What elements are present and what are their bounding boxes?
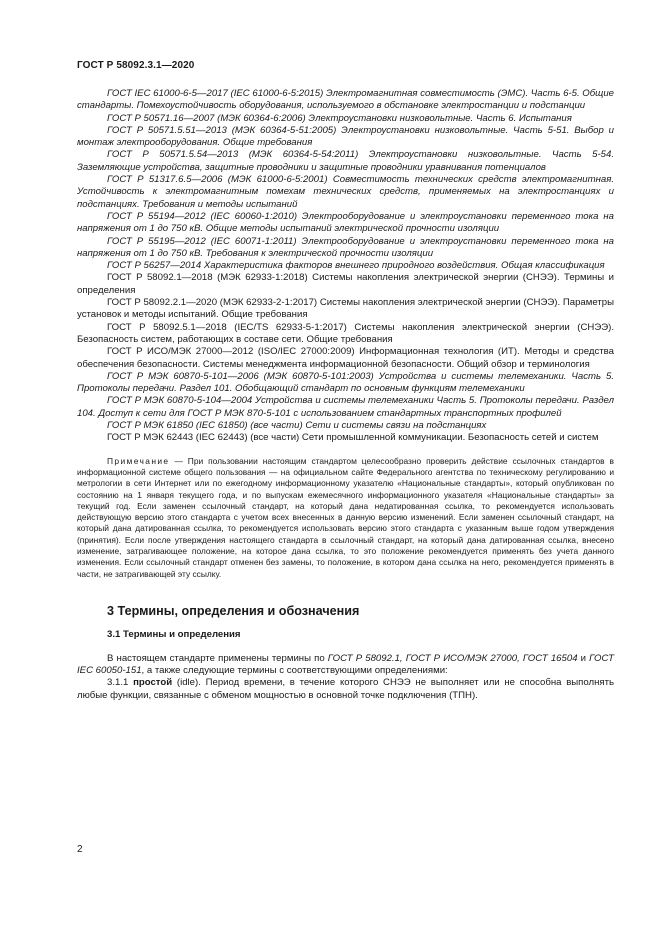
term-name: простой: [133, 677, 173, 689]
reference-item: ГОСТ IEC 61000-6-5—2017 (IEC 61000-6-5:2015) Электромагнитная совместимость (ЭМС). Часть 6-5. Общие стандарты. Помехоустойчивость оборудования, используемого в обстановке электростанции и подстанции: [77, 88, 614, 112]
reference-item: ГОСТ Р МЭК 62443 (IEC 62443) (все части) Сети промышленной коммуникации. Безопасность сетей и систем: [107, 432, 599, 444]
reference-item: ГОСТ Р 51317.6.5—2006 (МЭК 61000-6-5:2001) Совместимость технических средств электромагнитная. Устойчивость к электромагнитным помехам технических средств, применяемых на электростанциях и подстанциях. Требования и методы испытаний: [77, 174, 614, 210]
reference-item: ГОСТ Р ИСО/МЭК 27000—2012 (ISO/IEC 27000:2009) Информационная технология (ИТ). Методы и средства обеспечения безопасности. Системы менеджмента информационной безопасности. Общий обзор и терминология: [77, 346, 614, 370]
note-text: — При пользовании настоящим стандартом целесообразно проверить действие ссылочных стандартов в информационной системе общего пользования — на официальном сайте Федерального агентства по техническому регулированию и метрологии в сети Интернет или по ежегодному информационному указателю «Национальные стандарты», который опубликован по состоянию на 1 января текущего года, и по выпускам ежемесячного информационного указателя «Национальные стандарты» за текущий год. Если заменен ссылочный стандарт, на который дана недатированная ссылка, то рекомендуется использовать действующую версию этого стандарта с учетом всех внесенных в данную версию изменений. Если заменен ссылочный стандарт, на который дана датированная ссылка, то рекомендуется использовать версию этого стандарта с указанным выше годом утверждения (принятия). Если после утверждения настоящего стандарта в ссылочный стандарт, на который дана датированная ссылка, внесено изменение, затрагивающее положение, на которое дана ссылка, то это положение рекомендуется применять без учета данного изменения. Если ссылочный стандарт отменен без замены, то положение, в котором дана ссылка на него, рекомендуется применять в части, не затрагивающей эту ссылку.: [77, 455, 614, 579]
reference-item: ГОСТ Р МЭК 60870-5-101—2006 (МЭК 60870-5-101:2003) Устройства и системы телемеханики. Часть 5. Протоколы передачи. Раздел 101. Обобщающий стандарт по основным функциям телемеханики: [77, 370, 614, 395]
term-number: 3.1.1: [107, 677, 134, 689]
reference-item: ГОСТ Р 50571.5.51—2013 (МЭК 60364-5-51:2005) Электроустановки низковольтные. Часть 5-51. Выбор и монтаж электрооборудования. Общие требования: [77, 124, 614, 149]
reference-item: ГОСТ Р 58092.2.1—2020 (МЭК 62933-2-1:2017) Системы накопления электрической энергии (СНЭЭ). Параметры установок и методы испытаний. Общие требования: [77, 297, 614, 321]
terms-intro-text-a: В настоящем стандарте применены термины по: [107, 652, 328, 664]
document-body: [77, 88, 614, 702]
section-heading: 3 Термины, определения и обозначения: [107, 603, 360, 618]
reference-item: ГОСТ Р 50571.16—2007 (МЭК 60364-6:2006) Электроустановки низковольтные. Часть 6. Испытания: [107, 112, 572, 124]
reference-item: ГОСТ Р МЭК 60870-5-104—2004 Устройства и системы телемеханики Часть 5. Протоколы передачи. Раздел 104. Доступ к сети для ГОСТ Р МЭК 870-5-101 с использованием стандартных транспортных профилей: [77, 395, 614, 419]
terms-intro-refs: ГОСТ Р 58092.1, ГОСТ Р ИСО/МЭК 27000, ГОСТ 16504: [327, 652, 578, 664]
note-label: Примечание: [107, 455, 170, 466]
reference-item: ГОСТ Р 50571.5.54—2013 (МЭК 60364-5-54:2011) Электроустановки низковольтные. Часть 5-54. Заземляющие устройства, защитные проводники и защитные проводники уравнивания потенциалов: [77, 149, 614, 173]
terms-intro-text-b: и: [577, 652, 590, 664]
page-number: 2: [77, 844, 83, 855]
term-definition-text: (idle). Период времени, в течение которого СНЭЭ не выполняет или не способна выполнять любые функции, связанные с обменом мощностью в основной точке подключения (ТПН).: [77, 677, 614, 701]
reference-item: ГОСТ Р 55195—2012 (IEC 60071-1:2011) Электрооборудование и электроустановки переменного тока на напряжения от 1 до 750 кВ. Требования к электрической прочности изоляции: [77, 235, 614, 259]
reference-item: ГОСТ Р 58092.1—2018 (МЭК 62933-1:2018) Системы накопления электрической энергии (СНЭЭ). Термины и определения: [77, 272, 614, 296]
reference-item: ГОСТ Р МЭК 61850 (IEC 61850) (все части) Сети и системы связи на подстанциях: [107, 420, 487, 432]
term-definition: [77, 677, 614, 702]
note-paragraph: [77, 456, 614, 580]
terms-intro-ref2: ГОСТ IEC 60050-151: [77, 652, 614, 677]
reference-item: ГОСТ Р 58092.5.1—2018 (IEC/TS 62933-5-1:2017) Системы накопления электрической энергии (СНЭЭ). Безопасность систем, работающих в составе сети. Общие требования: [77, 321, 614, 345]
subsection-heading: 3.1 Термины и определения: [107, 628, 241, 640]
document-header: ГОСТ Р 58092.3.1—2020: [77, 60, 195, 71]
reference-item: ГОСТ Р 56257—2014 Характеристика факторов внешнего природного воздействия. Общая классификация: [107, 260, 605, 272]
terms-intro-text-c: , а также следующие термины с соответствующими определениями:: [141, 665, 448, 677]
reference-item: ГОСТ Р 55194—2012 (IEC 60060-1:2010) Электрооборудование и электроустановки переменного тока на напряжения от 1 до 750 кВ. Общие методы испытаний электрической прочности изоляции: [77, 210, 614, 235]
normative-references-list: [77, 88, 614, 445]
terms-intro-paragraph: [77, 653, 614, 678]
